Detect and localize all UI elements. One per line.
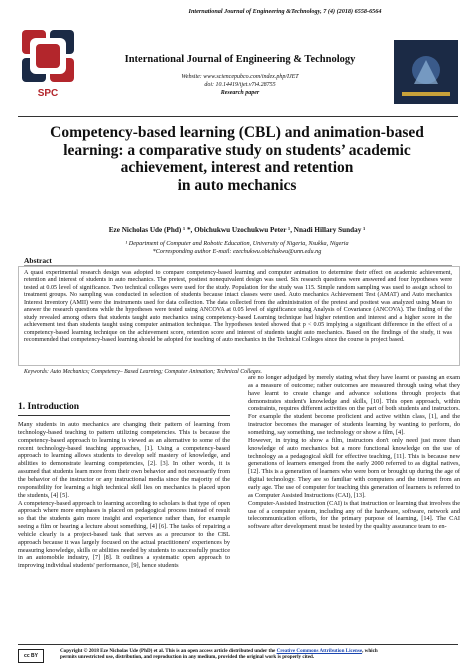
title-line: Competency-based learning (CBL) and animation-based [50, 124, 424, 141]
paragraph: are no longer adjudged by merely stating what they have learnt or passing an exam as a measure of outcome; rather outcomes are measured through using what they have learnt to create change and advance solutions through projects that demonstrates student's knowledge and skills, [10]. This open approach, within constraints, requires different activities on the part of both students and instructors. For example the student become proficient and active within class, [1], and the instructor becomes the manager of students learning by wanting to perform, do something, say something, use technology or show a film, [4]. [248, 374, 460, 436]
affiliation-block [30, 240, 444, 256]
cc-license-badge[interactable]: cc BY [18, 649, 44, 663]
right-column [248, 374, 460, 531]
paper-type: Research paper [220, 90, 260, 96]
section-heading-introduction: 1. Introduction [18, 402, 80, 412]
journal-citation-line: International Journal of Engineering &Technology, 7 (4) (2018) 6558-6564 [188, 8, 382, 15]
keywords: Keywords: Auto Mechanics; Competency– Based Learning; Computer Animation; Technical Colleges. [24, 369, 262, 375]
paragraph: Computer-Assisted Instruction (CAI) is that instruction or learning that involves the use of a computer system, including any of the hardware, software, network and telecommunication efforts, for the primary purpose of learning, [14]. The CAI software after development must be tested by the quality assurance team to en- [248, 499, 460, 531]
paragraph: Many students in auto mechanics are changing their pattern of learning from technology-based teaching to pattern utilizing competencies. This is because the competency-based approach to learning is viewed as an alternative to some of the recent technology-based teaching approaches, [1]. Using a competency-based approach to learning allows students to develop self mastery of knowledge, and abilities to demonstrate learning competencies, [2]. [3]. In other words, it is assumed that students learn more from their own behavior and not necessarily from the behavior of the instructor or any instructional media since the majority of the responsibility for learning a high technical skill lies on mechanics is placed upon the students, [4] [5]. [18, 421, 230, 499]
copyright-text-line2: permits unrestricted use, distribution, and reproduction in any medium, provided the original work is properly cited. [60, 654, 315, 661]
copyright-text: Copyright © 2018 Eze Nicholas Ude (PhD) et al. This is an open access article distributed under the [60, 648, 277, 654]
paragraph: A competency-based approach to learning according to scholars is that type of open approach where more emphases is placed on pedagogical process instead of result so that the students gain more insight and experience rather than, for example seeing a film or hearing a lecture about something, [4] [6]. The tasks of repairing a vehicle clearly is a project-based task that serves as a precursor to the CBL approach because it was largely focused on the actual practitioners' experiences by measuring knowledge, skills or abilities needed by students to successfully practice in an automobile industry, [7] [8]. It outlines a systematic open approach to improving individual students' performance, [9], hence students [18, 499, 230, 570]
journal-doi[interactable]: doi: 10.14419/ijet.v7i4.28755 [204, 82, 276, 88]
header-divider [18, 116, 458, 117]
footer-divider [18, 644, 458, 645]
article-title [40, 124, 434, 194]
abstract-text: A quasi experimental research design was adopted to compare competency-based learning and computer animation to determine their effect on academic achievement, retention and interest of students in auto mechanics. The pretest, posttest nonequivalent design was used. Six research questions were answered and four hypotheses were tested at 0.05 level of significance. Two technical colleges were used for the study. Population for the study was 115. Simple random sampling was used to assign school to treatment groups. No sampling was conducted in selection of students because intact classes were used. Auto mechanics Achievement Test (AMAT) and Auto mechanics Interest Inventory (AMII) were the instruments used for data collection. The data collected from the administration of the pretest and posttest was analyzed using Mean to answer the research questions while the hypotheses were tested using ANCOVA at 0.05 level of significance using Analysis of Covariance (ANCOVA). The finding of the study revealed among others that students taught auto mechanics using competency-based Learning technique had higher retention and interest and a higher score in the achievement test than students taught using computer animation technique. The hypotheses tested showed that p < 0.05 implying a significant difference in the effect of a competency-based learning technique on the achievement score, retention score and interest of students taught auto mechanics. Based on the findings of the study, it was recommended that competency-based learning should be adopted for teaching of auto mechanics in the Technical Colleges since the course is project based. [24, 270, 452, 344]
abstract-heading: Abstract [24, 256, 52, 265]
publisher-logo-text: SPC [37, 88, 59, 99]
title-line: achievement, interest and retention [120, 159, 354, 176]
corresponding-author: *Corresponding author E-mail: ezechukwu.obichukwu@unn.edu.ng [152, 248, 322, 255]
left-column [18, 421, 230, 570]
journal-title: International Journal of Engineering & Technology [124, 54, 356, 65]
copyright-notice [60, 648, 460, 661]
journal-meta [120, 73, 360, 97]
affiliation: ¹ Department of Computer and Robotic Education, University of Nigeria, Nsukka, Nigeria [125, 240, 349, 247]
journal-cover-image [394, 40, 458, 104]
paragraph: However, in trying to show a film, instructors don't only need just more than knowledge of auto mechanics but a more functional knowledge on the use of technology as a pedagogical skill for effective teaching, [11]. This is because new generations of learners emerged from the early 2000 referred to as digital natives, [12]. This is a generation of learners who were born or brought up during the age of digital technology. They are so familiar with computers and the internet from an early age. The use of computer for teaching this generation of learners is referred to as Computer Assisted Instructions (CAI), [13]. [248, 436, 460, 499]
title-line: learning: a comparative study on students’ academic [63, 141, 411, 159]
authors: Eze Nicholas Ude (Phd) ¹ *, Obichukwu Uzochukwu Peter ¹, Nnadi Hillary Sunday ¹ [108, 226, 366, 234]
section-underline [18, 415, 230, 416]
license-link[interactable]: Creative Commons Attribution License [276, 648, 363, 654]
copyright-text-suffix: , which [362, 648, 378, 654]
abstract-divider [24, 265, 452, 266]
journal-website[interactable]: Website: www.sciencepubco.com/index.php/IJET [181, 74, 299, 80]
publisher-logo [18, 26, 78, 112]
title-line: in auto mechanics [177, 176, 297, 194]
